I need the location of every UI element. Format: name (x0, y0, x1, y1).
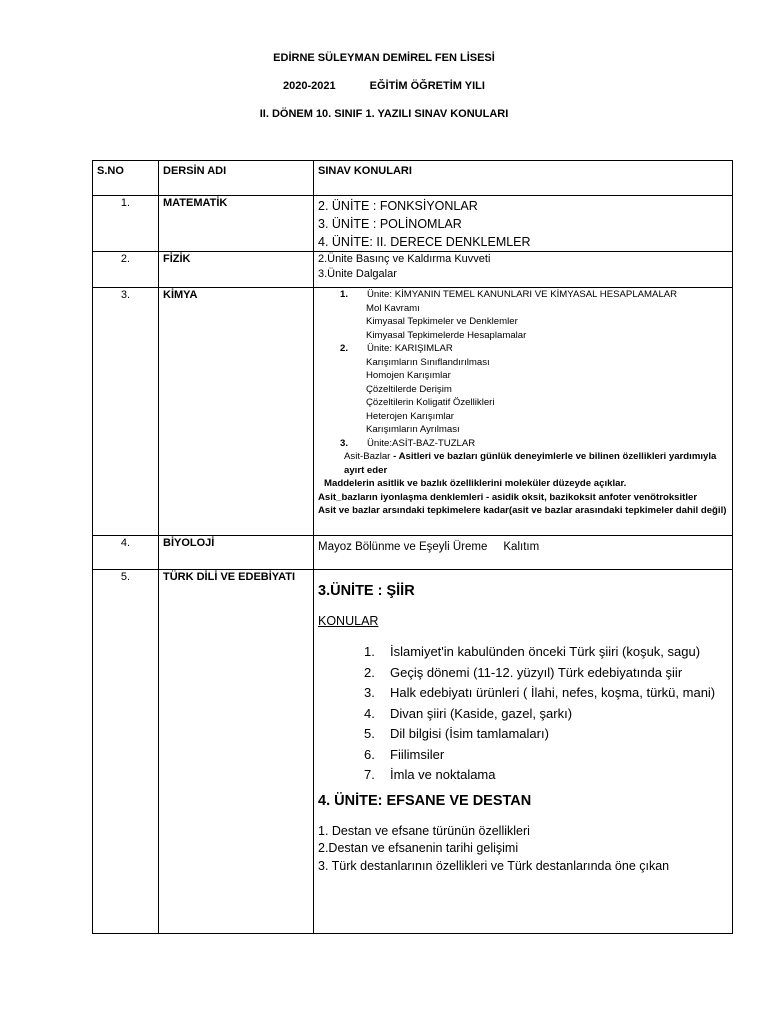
row-number: 5. (93, 570, 159, 934)
exam-title: II. DÖNEM 10. SINIF 1. YAZILI SINAV KONULARI (259, 108, 509, 120)
topic-a: Mayoz Bölünme ve Eşeyli Üreme (318, 541, 488, 553)
topics-cell (314, 196, 733, 252)
topic-line: 2.Ünite Basınç ve Kaldırma Kuvveti (318, 253, 491, 265)
table-row (93, 536, 733, 570)
academic-year (0, 80, 768, 92)
exam-topics-table (92, 160, 733, 934)
header-ders: DERSİN ADI (159, 161, 314, 196)
list-item: 2.Destan ve efsanenin tarihi gelişimi (318, 841, 519, 855)
subtopic-line: Kimyasal Tepkimeler ve Denklemler (366, 316, 518, 327)
subject-name: BİYOLOJİ (159, 536, 314, 570)
table-row (93, 252, 733, 288)
asit-baz-line: Asit_bazların iyonlaşma denklemleri - asidik oksit, bazikoksit anfoter venötroksitler (318, 491, 698, 503)
topics-cell (314, 570, 733, 934)
row-number: 3. (93, 288, 159, 536)
list-item: 7. İmla ve noktalama (364, 767, 496, 782)
subtopic-line: Kimyasal Tepkimelerde Hesaplamalar (366, 329, 527, 341)
asit-baz-line: Asit-Bazlar - Asitleri ve bazları günlük deneyimlerle ve bilinen özellikleri yardımıyla ayırt eder (344, 451, 717, 476)
unit-title: 4. ÜNİTE: EFSANE VE DESTAN (318, 792, 532, 809)
list-item: 6. Fiilimsiler (364, 746, 445, 762)
subject-name: MATEMATİK (159, 196, 314, 252)
list-item: 2. Geçiş dönemi (11-12. yüzyıl) Türk edebiyatında şiir (364, 664, 683, 680)
subtopic-line: Homojen Karışımlar (366, 370, 451, 381)
unit-line: 2. Ünite: KARIŞIMLAR (340, 343, 453, 354)
topic-line: 2. ÜNİTE : FONKSİYONLAR (318, 199, 478, 213)
table-row (93, 196, 733, 252)
unit-line: 3. Ünite:ASİT-BAZ-TUZLAR (340, 437, 476, 449)
year-label: EĞİTİM ÖĞRETİM YILI (369, 80, 485, 92)
row-number: 1. (93, 196, 159, 252)
year-value: 2020-2021 (283, 80, 336, 92)
topics-cell (314, 536, 733, 570)
topic-b: Kalıtım (503, 541, 540, 553)
row-number: 4. (93, 536, 159, 570)
asit-baz-line: Maddelerin asitlik ve bazlık özelliklerini moleküler düzeyde açıklar. (324, 478, 627, 489)
topic-line: 3.Ünite Dalgalar (318, 268, 397, 280)
subtopic-line: Karışımların Sınıflandırılması (366, 356, 490, 368)
row-number: 2. (93, 252, 159, 288)
list-item: 1. İslamiyet'in kabulünden önceki Türk şiiri (koşuk, sagu) (364, 644, 701, 659)
subtopic-line: Mol Kavramı (366, 302, 420, 314)
unit-title: 3.ÜNİTE : ŞİİR (318, 583, 415, 599)
subject-name: KİMYA (159, 288, 314, 536)
subtopic-line: Karışımların Ayrılması (366, 424, 460, 435)
subject-name: FİZİK (159, 252, 314, 288)
list-item: 5. Dil bilgisi (İsim tamlamaları) (364, 726, 549, 741)
asit-baz-line: Asit ve bazlar arsındaki tepkimelere kadar(asit ve bazlar arasındaki tepkimeler dahil değil) (318, 505, 727, 516)
list-item: 3. Halk edebiyatı ürünleri ( İlahi, nefes, koşma, türkü, mani) (364, 685, 716, 700)
topics-cell (314, 252, 733, 288)
unit-line: 1. Ünite: KİMYANIN TEMEL KANUNLARI VE KİMYASAL HESAPLAMALAR (340, 289, 678, 300)
subtopic-line: Heterojen Karışımlar (366, 410, 454, 422)
list-item: 3. Türk destanlarının özellikleri ve Türk destanlarında öne çıkan (318, 858, 670, 873)
unit4-list (318, 823, 728, 876)
subject-name: TÜRK DİLİ VE EDEBİYATI (159, 570, 314, 934)
school-title: EDİRNE SÜLEYMAN DEMİREL FEN LİSESİ (273, 52, 495, 64)
topics-cell (314, 288, 733, 536)
header-konular: SINAV KONULARI (314, 161, 733, 196)
subtopic-line: Çözeltilerde Derişim (366, 383, 452, 395)
topic-line: 4. ÜNİTE: II. DERECE DENKLEMLER (318, 235, 531, 249)
list-item: 1. Destan ve efsane türünün özellikleri (318, 823, 530, 838)
list-item: 4. Divan şiiri (Kaside, gazel, şarkı) (364, 705, 573, 721)
subtopic-line: Çözeltilerin Koligatif Özellikleri (366, 397, 495, 408)
table-row (93, 570, 733, 934)
header-sno: S.NO (93, 161, 159, 196)
table-header-row (93, 161, 733, 196)
topic-line: 3. ÜNİTE : POLİNOMLAR (318, 217, 462, 231)
table-row (93, 288, 733, 536)
topic-list (318, 642, 728, 786)
konular-heading: KONULAR (318, 614, 379, 628)
